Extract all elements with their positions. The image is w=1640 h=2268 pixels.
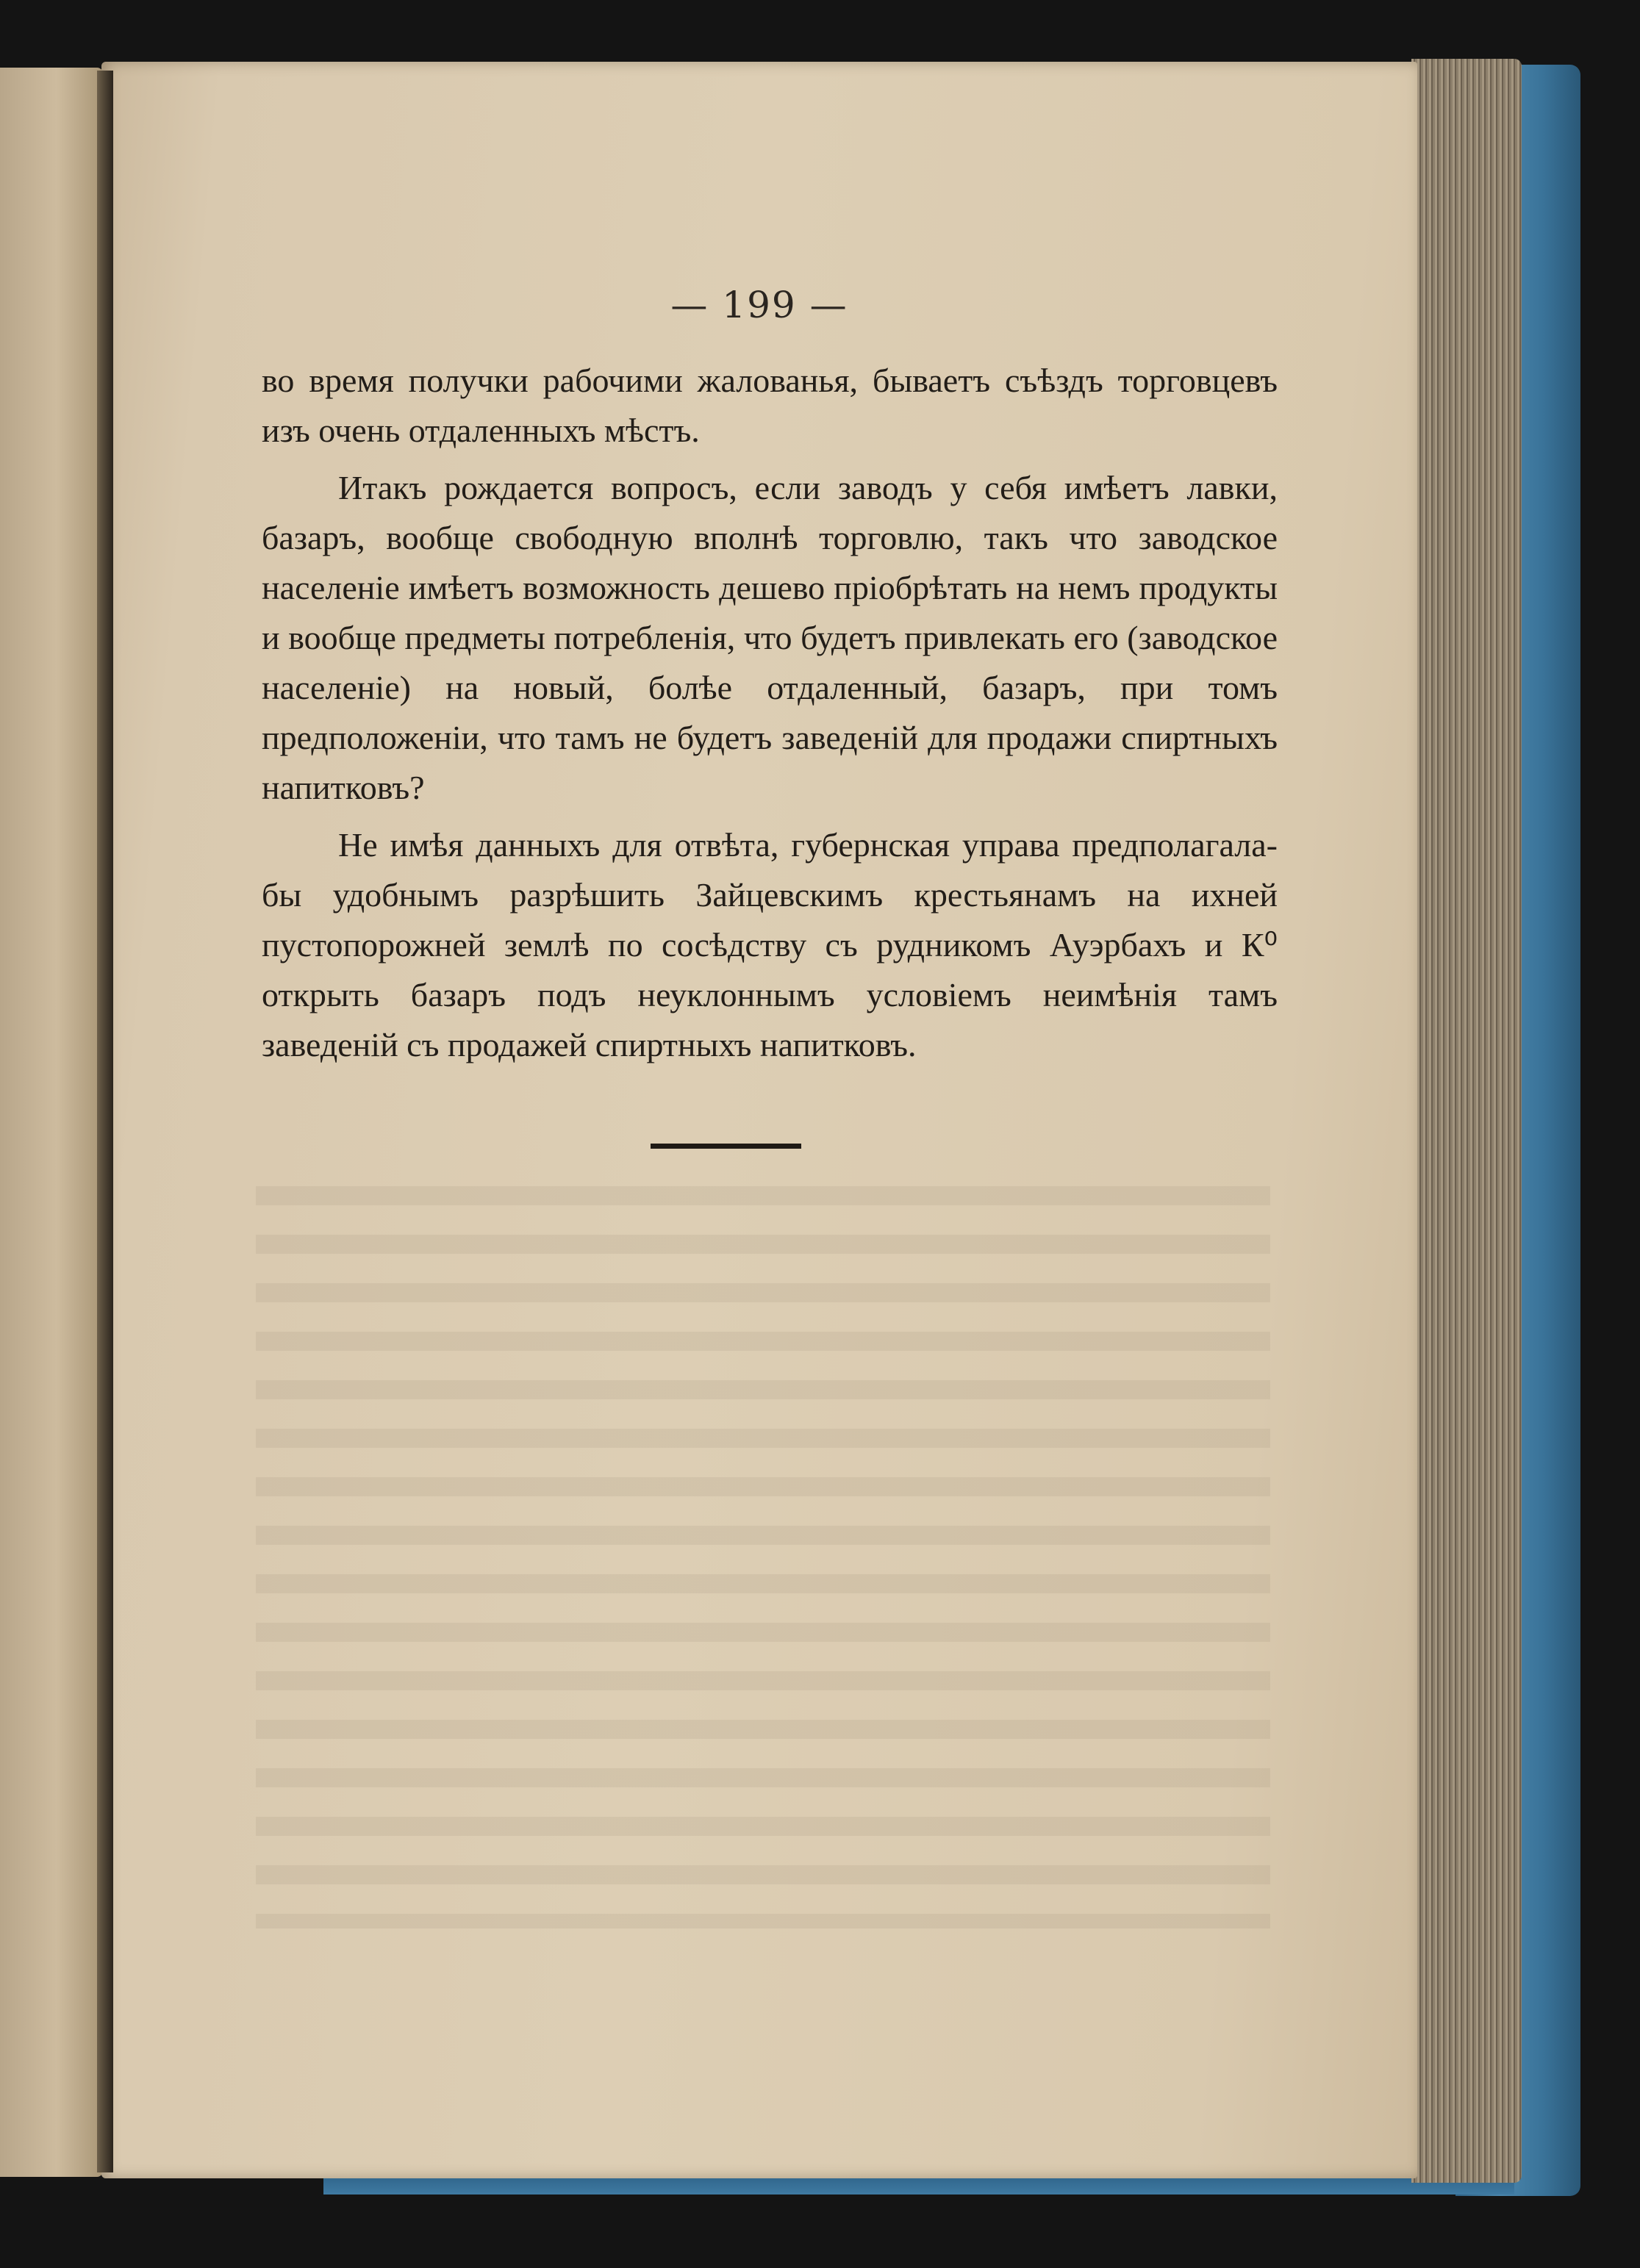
show-through-texture	[256, 1157, 1270, 1928]
previous-page-edge	[0, 68, 103, 2177]
book-page	[101, 62, 1417, 2178]
book-gutter	[97, 71, 113, 2172]
paragraph-1: во время получки рабочими жалованья, бываетъ съѣздъ торговцевъ изъ очень отдаленныхъ мѣстъ.	[262, 362, 1278, 449]
page-block-edges	[1411, 59, 1522, 2183]
paragraph-3: Не имѣя данныхъ для отвѣта, губернская управа предполагала-бы удобнымъ разрѣшить Зайцевскимъ крестьянамъ на ихней пустопорожней землѣ по сосѣдству съ рудникомъ Ауэрбахъ и К⁰ открыть базаръ подъ неуклоннымъ условіемъ неимѣнія тамъ заведеній съ продажей спиртныхъ напитковъ.	[262, 826, 1278, 1063]
section-divider-rule	[651, 1144, 801, 1149]
page-number: — 199 —	[670, 284, 848, 326]
paragraph-2: Итакъ рождается вопросъ, если заводъ у себя имѣетъ лавки, базаръ, вообще свободную вполнѣ торговлю, такъ что заводское населеніе имѣетъ возможность дешево пріобрѣтать на немъ продукты и вообще предметы потребленія, что будетъ привлекать его (заводское населеніе) на новый, болѣе отдаленный, базаръ, при томъ предположеніи, что тамъ не будетъ заведеній для продажи спиртныхъ напитковъ?	[262, 469, 1278, 806]
page-text	[262, 356, 1278, 1070]
